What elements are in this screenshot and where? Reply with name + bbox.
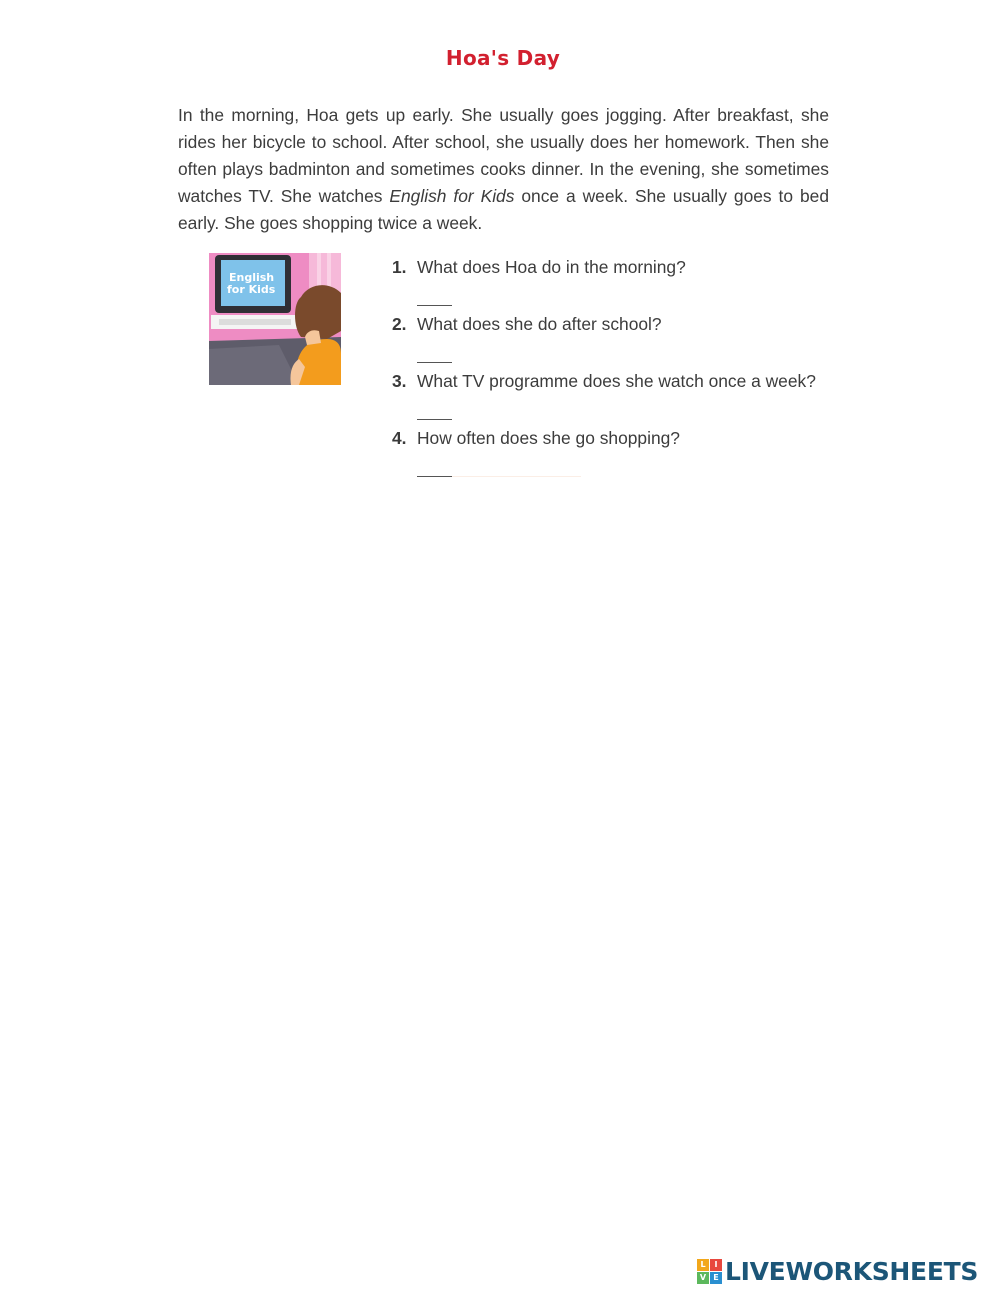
logo-letter-v: V	[697, 1272, 709, 1284]
reading-part-2: once a week. She usually goes to bed early. She goes shopping twice a week.	[178, 186, 829, 233]
logo-text: LIVEWORKSHEETS	[725, 1256, 979, 1286]
logo-letter-i: I	[710, 1259, 722, 1271]
answer-field-2[interactable]	[417, 362, 452, 363]
reading-part-1: In the morning, Hoa gets up early. She usually goes jogging. After breakfast, she rides her bicycle to school. After school, she usually does her homework. Then she often plays badminton and sometimes cooks dinner. In the evening, she sometimes watches TV. She watches	[178, 105, 829, 206]
answer-field-1[interactable]	[417, 305, 452, 306]
question-text: How often does she go shopping?	[417, 428, 680, 448]
question-2	[390, 311, 830, 363]
question-text: What TV programme does she watch once a week?	[417, 371, 816, 391]
question-4	[390, 425, 830, 477]
page-title: Hoa's Day	[445, 46, 561, 70]
question-number: 1.	[392, 257, 407, 277]
reading-passage	[178, 102, 829, 237]
question-1	[390, 254, 830, 306]
question-number: 4.	[392, 428, 407, 448]
liveworksheets-logo[interactable]	[697, 1256, 978, 1286]
question-number: 3.	[392, 371, 407, 391]
girl-watching-tv-illustration	[209, 253, 341, 385]
logo-icon	[697, 1259, 722, 1284]
logo-letter-l: L	[697, 1259, 709, 1271]
answer-field-3[interactable]	[417, 419, 452, 420]
question-text: What does Hoa do in the morning?	[417, 257, 686, 277]
answer-field-4[interactable]	[417, 476, 581, 477]
logo-letter-e: E	[710, 1272, 722, 1284]
question-text: What does she do after school?	[417, 314, 662, 334]
tv-text-line-1: English	[229, 271, 275, 284]
question-list	[390, 254, 830, 482]
reading-programme-title: English for Kids	[389, 186, 515, 206]
question-3	[390, 368, 830, 420]
tv-text-line-2: for Kids	[227, 283, 276, 296]
question-number: 2.	[392, 314, 407, 334]
